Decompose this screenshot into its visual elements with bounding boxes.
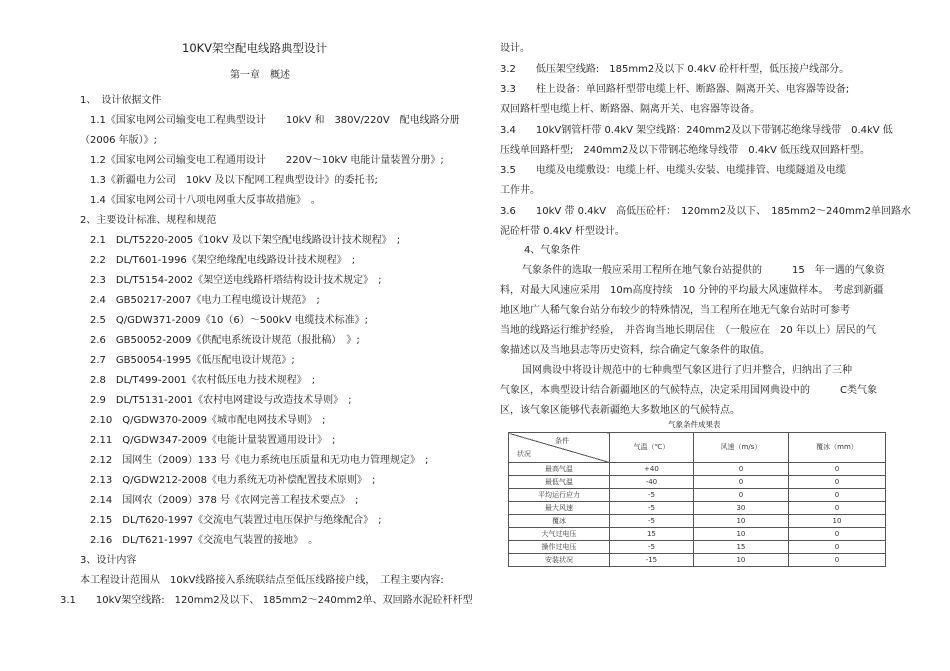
table-cell: 0 [788,476,885,489]
column-header: 风速（m/s） [693,433,788,463]
table-cell: 0 [788,541,885,554]
table-cell: 10 [693,528,788,541]
table-cell: 0 [693,476,788,489]
text-line: 2.6 GB50052-2009《供配电系统设计规范（报批稿） 》; [90,335,360,346]
row-label: 最高气温 [509,463,610,476]
text-line: 1.4《国家电网公司十八项电网重大反事故措施》 。 [90,195,321,206]
table-row [509,463,886,476]
table-cell: 10 [693,515,788,528]
text-line: 设计。 [500,43,530,54]
row-label: 平均运行应力 [509,489,610,502]
text-line: 2.13 Q/GDW212-2008《电力系统无功补偿配置技术原则》 ; [90,475,376,486]
text-line: 3.1 10kV架空线路: 120mm2及以下、 185mm2～240mm2单、双回路水泥砼杆杆型 [60,595,473,606]
document-title: 10KV架空配电线路典型设计 [182,41,328,55]
table-caption: 气象条件成果表 [668,420,721,429]
section-heading: 2、主要设计标准、规程和规范 [80,215,217,226]
weather-conditions-table [508,432,886,567]
table-cell: 0 [788,528,885,541]
table-cell: 0 [788,489,885,502]
table-cell: 0 [693,463,788,476]
row-label: 最低气温 [509,476,610,489]
table-header-row [509,433,886,463]
column-header: 覆冰（mm） [788,433,885,463]
text-line: 2.11 Q/GDW347-2009《电能计量装置通用设计》 ; [90,435,336,446]
table-row [509,502,886,515]
text-line: 3.2 低压架空线路: 185mm2及以下 0.4kV 砼杆杆型，低压接户线部分。 [500,64,850,75]
row-label: 安装状况 [509,554,610,567]
table-cell: -5 [610,541,694,554]
text-line: 2.3 DL/T5154-2002《架空送电线路杆塔结构设计技术规定》 ; [90,275,382,286]
text-line: 2.2 DL/T601-1996《架空绝缘配电线路设计技术规程》 ; [90,255,356,266]
row-label: 覆冰 [509,515,610,528]
table-cell: 0 [788,502,885,515]
row-label: 操作过电压 [509,541,610,554]
text-line: 国网典设中将设计规范中的七种典型气象区进行了归并整合，归纳出了三种 [522,365,852,376]
text-line: 3.3 柱上设备：单回路杆型带电缆上杆、断路器、隔离开关、电容器等设备; [500,84,850,95]
text-line: 2.4 GB50217-2007《电力工程电缆设计规范》 ; [90,295,320,306]
text-line: 2.12 国网生（2009）133 号《电力系统电压质量和无功电力管理规定》 ; [90,455,429,466]
text-line: （2006 年版）》; [80,135,157,146]
text-line: 双回路杆型电缆上杆、断路器、隔离开关、电容器等设备。 [500,104,760,115]
table-corner-cell [509,433,610,463]
text-line: 气象区，本典型设计结合新疆地区的气候特点，决定采用国网典设中的 C类气象 [500,385,877,396]
text-line: 3.4 10kV钢管杆带 0.4kV 架空线路：240mm2及以下带钢芯绝缘导线带 0.4kV 低 [500,125,893,136]
chapter-heading: 第一章 概述 [230,70,290,81]
text-line: 2.5 Q/GDW371-2009《10（6）～500kV 电缆技术标准》; [90,315,368,326]
table-row [509,489,886,502]
table-cell: 30 [693,502,788,515]
table-cell: 0 [788,463,885,476]
section-heading: 1、 设计依据文件 [80,95,162,106]
row-label: 最大风速 [509,502,610,515]
text-line: 1.1《国家电网公司输变电工程典型设计 10kV 和 380V/220V 配电线路分册 [90,115,460,126]
text-line: 压线单回路杆型; 240mm2及以下带钢芯绝缘导线带 0.4kV 低压线双回路杆型。 [500,145,871,156]
text-line: 2.1 DL/T5220-2005《10kV 及以下架空配电线路设计技术规程》 ; [90,235,401,246]
text-line: 2.14 国网农（2009）378 号《农网完善工程技术要点》 ; [90,495,359,506]
text-line: 泥砼杆带 0.4kV 杆型设计。 [500,226,625,237]
text-line: 气象条件的选取一般应采用工程所在地气象台站提供的 15 年一遇的气象资 [522,265,885,276]
text-line: 地区地广人稀气象台站分布较少的特殊情况，当工程所在地无气象台站时可参考 [500,305,850,316]
table-row [509,476,886,489]
table-cell: -5 [610,489,694,502]
text-line: 2.16 DL/T621-1997《交流电气装置的接地》 。 [90,535,319,546]
table-cell: +40 [610,463,694,476]
text-line: 2.10 Q/GDW370-2009《城市配电网技术导则》 ; [90,415,326,426]
text-line: 区，该气象区能够代表新疆绝大多数地区的气候特点。 [500,405,740,416]
table-cell: 15 [693,541,788,554]
text-line: 料，对最大风速应采用 10m高度持续 10 分钟的平均最大风速做样本。 考虑到新疆 [500,285,884,296]
text-line: 本工程设计范围从 10kV线路接入系统联结点至低压线路接户线， 工程主要内容: [80,575,444,586]
table-cell: -15 [610,554,694,567]
table-cell: 10 [693,554,788,567]
table-row [509,541,886,554]
corner-label-condition: 条件 [555,437,569,445]
text-line: 2.15 DL/T620-1997《交流电气装置过电压保护与绝缘配合》 ; [90,515,382,526]
text-line: 工作井。 [500,185,540,196]
table-row [509,528,886,541]
text-line: 2.7 GB50054-1995《低压配电设计规范》; [90,355,295,366]
section-heading: 4、气象条件 [524,245,581,256]
column-header: 气温（℃） [610,433,694,463]
text-line: 1.3《新疆电力公司 10kV 及以下配网工程典型设计》的委托书; [90,175,378,186]
table-cell: 0 [693,489,788,502]
table-cell: -5 [610,502,694,515]
text-line: 2.8 DL/T499-2001《农村低压电力技术规程》 ; [90,375,316,386]
table-cell: 0 [788,554,885,567]
table-cell: 15 [610,528,694,541]
text-line: 3.5 电缆及电缆敷设：电缆上杆、电缆头安装、电缆排管、电缆隧道及电缆 [500,165,846,176]
table-cell: -40 [610,476,694,489]
text-line: 1.2《国家电网公司输变电工程通用设计 220V～10kV 电能计量装置分册》; [90,155,444,166]
row-label: 大气过电压 [509,528,610,541]
text-line: 3.6 10kV 带 0.4kV 高低压砼杆： 120mm2及以下、 185mm2～240mm2单回路水 [500,206,911,217]
table-row [509,554,886,567]
corner-label-status: 状况 [517,450,531,458]
table-cell: 10 [788,515,885,528]
table-cell: -5 [610,515,694,528]
text-line: 象描述以及当地县志等历史资料，综合确定气象条件的取值。 [500,345,770,356]
text-line: 当地的线路运行维护经验， 并咨询当地长期居住 （一般应在 20 年以上）居民的气 [500,325,876,336]
section-heading: 3、设计内容 [80,555,137,566]
text-line: 2.9 DL/T5131-2001《农村电网建设与改造技术导则》 ; [90,395,352,406]
table-row [509,515,886,528]
